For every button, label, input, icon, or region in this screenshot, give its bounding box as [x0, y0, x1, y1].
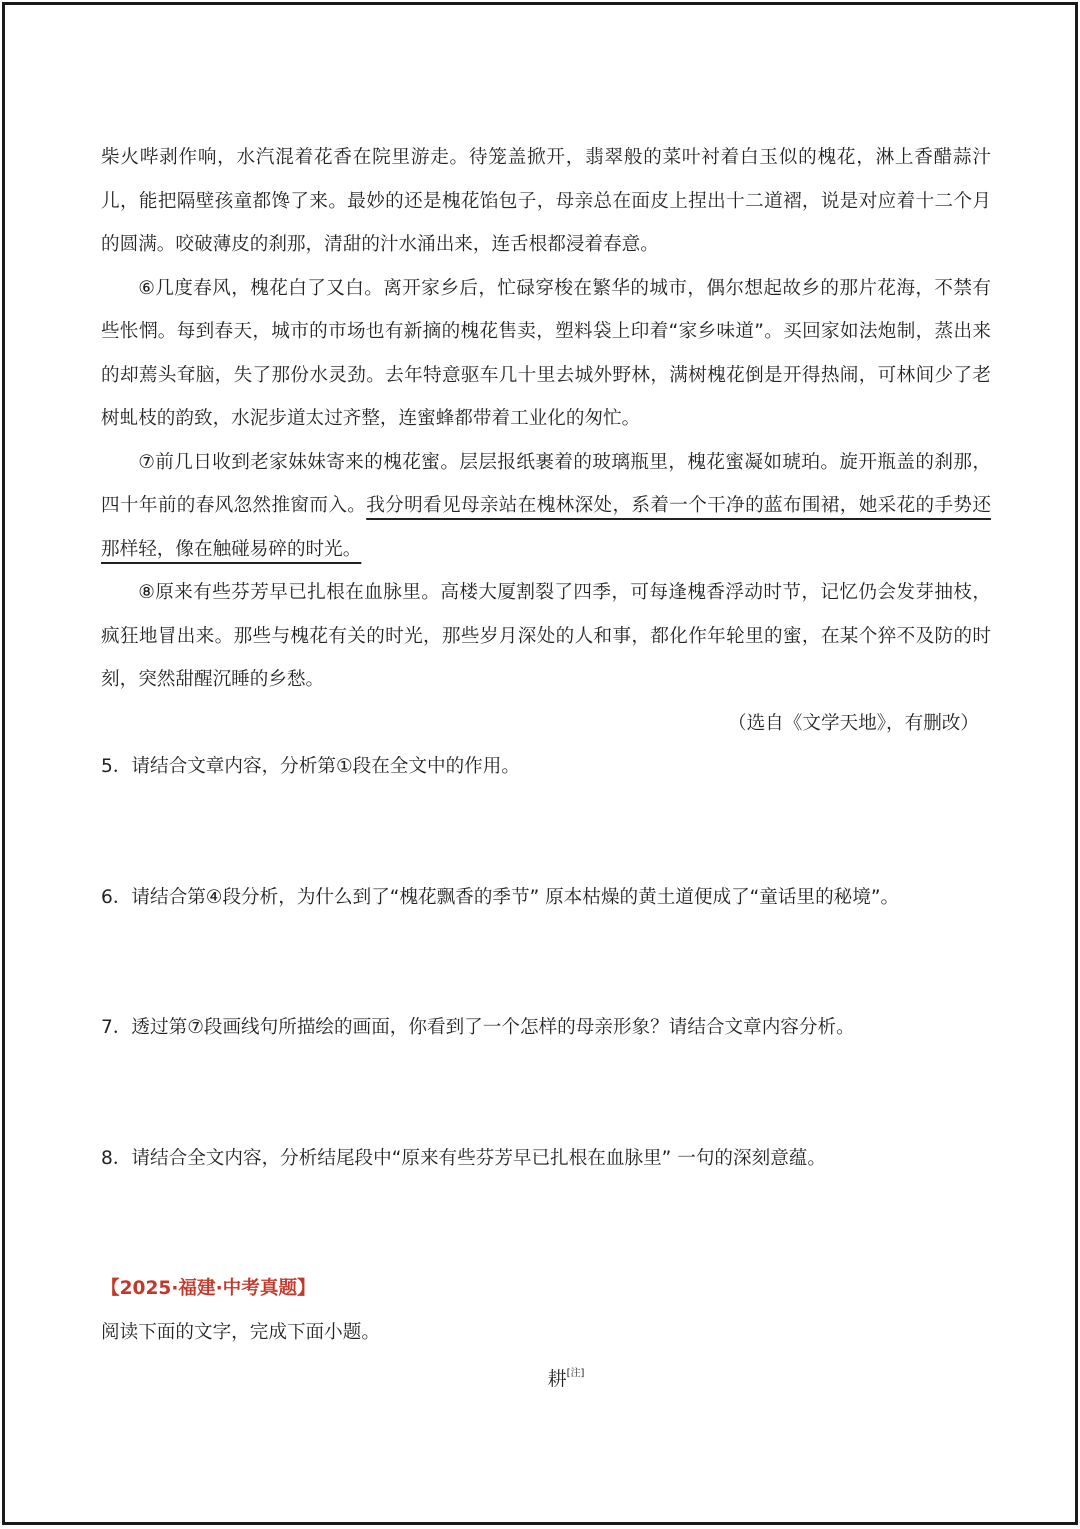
document-page — [2, 2, 1078, 1525]
paragraph-5-tail: 柴火哔剥作响，水汽混着花香在院里游走。待笼盖掀开，翡翠般的菜叶衬着白玉似的槐花，淋上香醋蒜汁儿，能把隔壁孩童都馋了来。最妙的还是槐花馅包子，母亲总在面皮上捏出十二道褶，说是对应着十二个月的圆满。咬破薄皮的刹那，清甜的汁水涌出来，连舌根都浸着春意。 — [101, 147, 991, 255]
article-title-text: 耕 — [547, 1368, 567, 1390]
page-content — [101, 136, 991, 1399]
article-title — [101, 1354, 991, 1399]
paragraph-7 — [101, 441, 991, 572]
exam-source-label: 【2025·福建·中考真题】 — [101, 1278, 316, 1299]
question-5: 5．请结合文章内容，分析第①段在全文中的作用。 — [101, 756, 520, 777]
answer-space — [101, 1180, 991, 1267]
question-7: 7．透过第⑦段画线句所描绘的画面，你看到了一个怎样的母亲形象？请结合文章内容分析。 — [101, 1017, 855, 1038]
question-6: 6．请结合第④段分析，为什么到了“槐花飘香的季节” 原本枯燥的黄土道便成了“童话里的秘境”。 — [101, 886, 900, 908]
answer-space — [101, 1050, 991, 1137]
reading-instruction: 阅读下面的文字，完成下面小题。 — [101, 1321, 380, 1343]
underlined-sentence: 我分明看见母亲站在槐林深处，系着一个干净的蓝布围裙，她采花的手势还那样轻，像在触碰易碎的时光。 — [101, 495, 991, 560]
paragraph-7-text: ⑦前几日收到老家妹妹寄来的槐花蜜。层层报纸裹着的玻璃瓶里，槐花蜜凝如琥珀。旋开瓶盖的刹那，四十年前的春风忽然推窗而入。 — [101, 451, 991, 516]
answer-space — [101, 789, 991, 876]
source-citation: （选自《文学天地》，有删改） — [727, 712, 979, 734]
title-note-marker: [注] — [566, 1368, 585, 1379]
answer-space — [101, 919, 991, 1006]
paragraph-8: ⑧原来有些芬芳早已扎根在血脉里。高楼大厦割裂了四季，可每逢槐香浮动时节，记忆仍会发芽抽枝，疯狂地冒出来。那些与槐花有关的时光，那些岁月深处的人和事，都化作年轮里的蜜，在某个猝不及防的时刻，突然甜醒沉睡的乡愁。 — [101, 582, 991, 690]
question-8: 8．请结合全文内容，分析结尾段中“原来有些芬芳早已扎根在血脉里” 一句的深刻意蕴。 — [101, 1147, 826, 1169]
paragraph-6: ⑥几度春风，槐花白了又白。离开家乡后，忙碌穿梭在繁华的城市，偶尔想起故乡的那片花海，不禁有些怅惘。每到春天，城市的市场也有新摘的槐花售卖，塑料袋上印着“家乡味道”。买回家如法炮制，蒸出来的却蔫头耷脑，失了那份水灵劲。去年特意驱车几十里去城外野林，满树槐花倒是开得热闹，可林间少了老树虬枝的韵致，水泥步道太过齐整，连蜜蜂都带着工业化的匆忙。 — [101, 277, 991, 429]
